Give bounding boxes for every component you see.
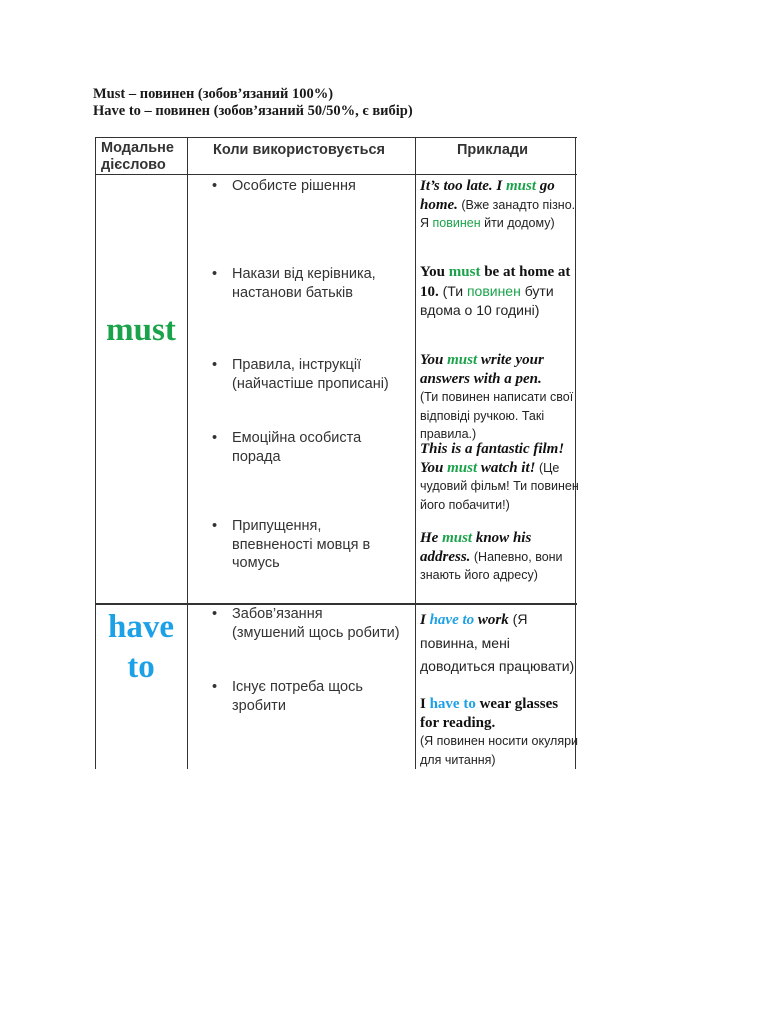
must-use-3-line-1: Правила, інструкції [232, 357, 362, 373]
have-to-example-2-b: wear glasses for reading. [420, 696, 559, 731]
verb-must: must [106, 312, 176, 348]
have-to-example-1-b: work [474, 612, 509, 628]
must-example-5 [420, 529, 580, 585]
must-example-3-verb: must [447, 352, 478, 368]
bullet-icon: • [212, 430, 218, 446]
must-example-1-tr-verb: повинен [432, 216, 481, 230]
header-usage: Коли використовується [213, 142, 386, 158]
must-use-2-line-2: настанови батьків [232, 284, 353, 301]
must-example-2-verb: must [448, 264, 481, 280]
heading-line-have-to: Have to – повинен (зобов’язаний 50/50%, є вибір) [93, 103, 413, 119]
must-example-1-verb: must [505, 178, 536, 194]
must-example-2-b: be at home at 10. [420, 264, 571, 300]
must-example-1-tr-2: йти додому) [480, 216, 555, 230]
must-example-1-tr-1: (Вже занадто пізно. Я [420, 197, 576, 230]
modal-verbs-table [95, 137, 577, 769]
must-example-1 [420, 177, 580, 233]
bullet-icon: • [212, 679, 218, 695]
have-to-example-2 [420, 695, 580, 769]
have-to-use-2 [212, 678, 363, 715]
must-use-5-line-3: чомусь [232, 555, 280, 571]
header-examples: Приклади [457, 142, 529, 158]
must-example-4-a: This is a fantastic film! You [420, 441, 565, 476]
must-example-3-a: You [420, 352, 448, 368]
must-use-3 [212, 356, 389, 393]
must-use-1 [212, 177, 356, 196]
header-modal-verb-line2: дієслово [101, 157, 166, 173]
must-example-2-tr-verb: повинен [466, 282, 521, 299]
have-to-use-2-line-1: Існує потреба щось [232, 679, 363, 695]
must-example-5-b: know his address. [420, 530, 532, 565]
have-to-example-2-verb: have to [429, 696, 476, 712]
must-example-4 [420, 440, 580, 514]
have-to-use-1-line-1: Забов’язання [232, 606, 323, 622]
have-to-example-1-tr: (Я повинна, мені доводиться працювати) [420, 611, 575, 674]
must-use-2-line-1: Накази від керівника, [232, 266, 376, 282]
table-border-col2 [415, 137, 416, 769]
bullet-icon: • [212, 178, 218, 194]
must-example-3 [420, 351, 580, 444]
bullet-icon: • [212, 518, 218, 534]
must-use-4-line-2: порада [232, 448, 281, 465]
must-example-1-a: It’s too late. I [420, 178, 506, 194]
verb-have-to-line1: have [108, 609, 174, 645]
have-to-use-2-line-2: зробити [232, 697, 286, 714]
must-example-4-verb: must [447, 459, 478, 476]
must-example-5-tr: (Напевно, вони знають його адресу) [420, 549, 563, 582]
heading [93, 86, 413, 120]
must-example-4-b: watch it! [477, 459, 536, 476]
must-example-3-b: write your answers with a pen. [420, 352, 544, 387]
heading-line-must: Must – повинен (зобов’язаний 100%) [93, 86, 334, 102]
must-use-4 [212, 429, 362, 466]
have-to-use-1-line-2: (змушений щось робити) [232, 624, 400, 641]
must-use-4-line-1: Емоційна особиста [232, 430, 362, 446]
must-example-1-b: go home. [420, 178, 555, 213]
verb-have-to [95, 607, 187, 687]
must-example-3-tr: (Ти повинен написати свої відповіді ручкою. Такі правила.) [420, 390, 574, 441]
must-example-2-tr-1: (Ти [438, 282, 467, 299]
must-use-5-line-1: Припущення, [232, 518, 322, 534]
have-to-example-1-a: I [420, 612, 430, 628]
must-example-2-tr-2: бути вдома о 10 годині) [420, 282, 554, 318]
must-use-2 [212, 265, 376, 302]
table-border-header [95, 174, 577, 175]
have-to-use-1 [212, 605, 400, 642]
must-use-5 [212, 517, 371, 573]
must-example-2-a: You [420, 264, 449, 280]
table-border-top [95, 137, 577, 138]
bullet-icon: • [212, 357, 218, 373]
bullet-icon: • [212, 266, 218, 282]
header-modal-verb-line1: Модальне [101, 140, 174, 156]
header-modal-verb [101, 140, 174, 174]
verb-have-to-line2: to [127, 649, 155, 685]
must-example-4-tr: (Це чудовий фільм! Ти повинен його побачити!) [420, 460, 579, 512]
must-example-5-verb: must [442, 530, 473, 546]
must-use-3-line-2: (найчастіше прописані) [232, 375, 389, 392]
have-to-example-1-verb: have to [429, 612, 475, 628]
bullet-icon: • [212, 606, 218, 622]
table-border-col1 [187, 137, 188, 769]
must-use-5-line-2: впевненості мовця в [232, 536, 371, 553]
must-example-5-a: He [420, 530, 443, 546]
have-to-example-2-tr: (Я повинен носити окуляри для читання) [420, 734, 579, 767]
must-example-2 [420, 263, 580, 321]
have-to-example-2-a: I [420, 696, 430, 712]
have-to-example-1 [420, 608, 580, 679]
must-use-1-line-1: Особисте рішення [232, 178, 356, 194]
